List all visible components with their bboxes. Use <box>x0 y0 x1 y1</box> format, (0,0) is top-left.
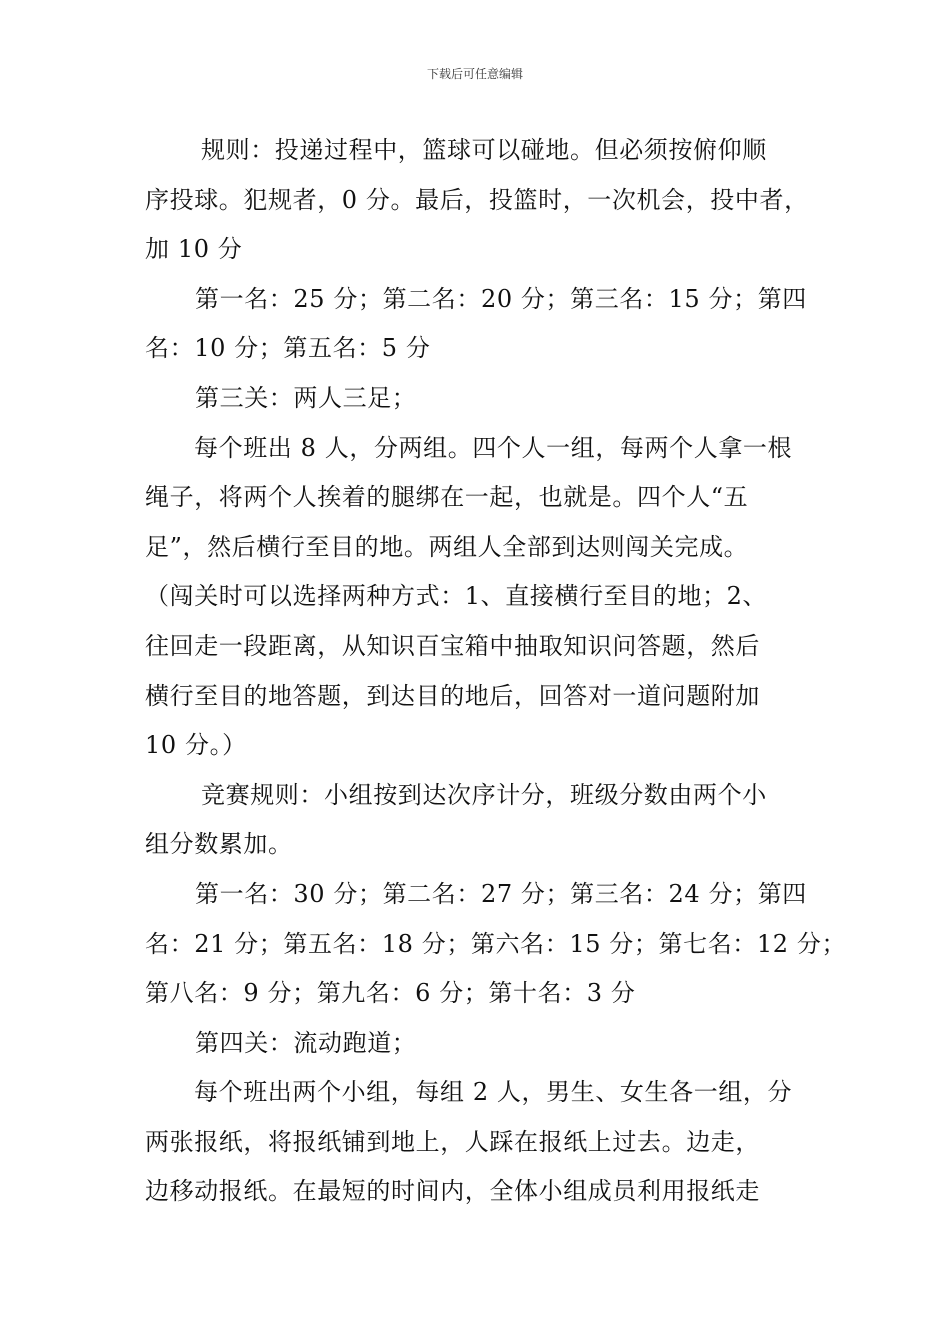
text-line: 第八名：9 分；第九名：6 分；第十名：3 分 <box>145 979 636 1008</box>
text-line: 名：21 分；第五名：18 分；第六名：15 分；第七名：12 分； <box>145 929 847 958</box>
text-line: 往回走一段距离，从知识百宝箱中抽取知识问答题，然后 <box>145 631 760 660</box>
text-line: 10 分。） <box>145 731 247 760</box>
text-line: 两张报纸，将报纸铺到地上，人踩在报纸上过去。边走， <box>145 1127 760 1156</box>
text-line: 边移动报纸。在最短的时间内，全体小组成员利用报纸走 <box>145 1177 760 1206</box>
text-line: 规则：投递过程中，篮球可以碰地。但必须按俯仰顺 <box>201 136 767 164</box>
page-header: 下载后可任意编辑 <box>426 67 523 81</box>
text-line: 每个班出 8 人，分两组。四个人一组，每两个人拿一根 <box>194 433 793 462</box>
text-line: 每个班出两个小组，每组 2 人，男生、女生各一组，分 <box>194 1078 793 1107</box>
text-line: 名：10 分；第五名：5 分 <box>145 334 431 363</box>
text-line: 组分数累加。 <box>145 830 293 859</box>
text-line: 绳子，将两个人挨着的腿绑在一起，也就是。四个人“五 <box>145 483 749 512</box>
text-line: 竞赛规则：小组按到达次序计分，班级分数由两个小 <box>201 780 767 809</box>
section-heading: 第四关：流动跑道； <box>195 1028 417 1057</box>
text-line: （闯关时可以选择两种方式：1、直接横行至目的地；2、 <box>145 582 768 611</box>
document-body <box>145 126 847 1217</box>
text-line: 加 10 分 <box>145 235 243 264</box>
text-line: 第一名：30 分；第二名：27 分；第三名：24 分；第四 <box>195 879 807 908</box>
text-line: 横行至目的地答题，到达目的地后，回答对一道问题附加 <box>145 681 760 710</box>
text-line: 序投球。犯规者，0 分。最后，投篮时，一次机会，投中者， <box>145 185 809 214</box>
text-line: 第一名：25 分；第二名：20 分；第三名：15 分；第四 <box>195 284 807 313</box>
text-line: 足”，然后横行至目的地。两组人全部到达则闯关完成。 <box>145 532 749 561</box>
section-heading: 第三关：两人三足； <box>195 383 417 412</box>
